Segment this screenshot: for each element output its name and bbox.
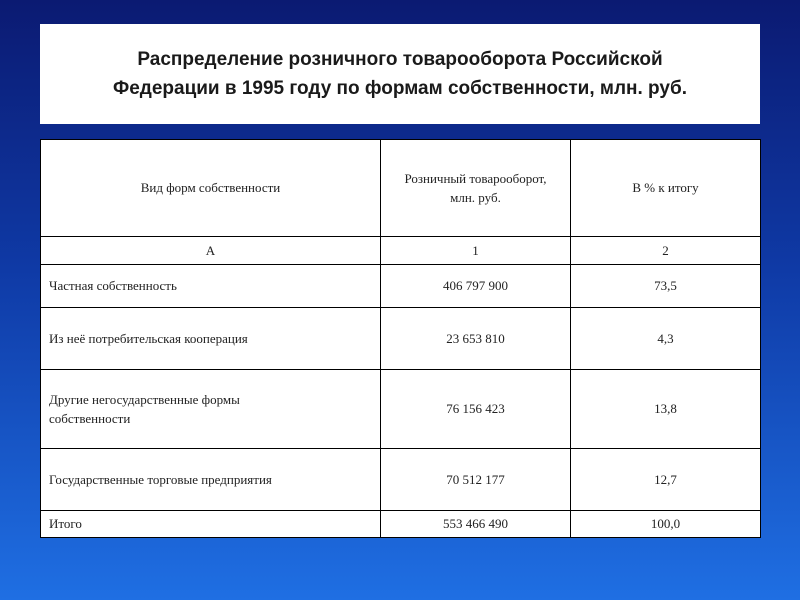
slide-title-line-2: Федерации в 1995 году по формам собственности, млн. руб. [112, 78, 687, 99]
table-header-row [41, 140, 761, 237]
row-percent: 13,8 [571, 370, 761, 449]
row-percent: 73,5 [571, 265, 761, 308]
header-turnover-line-1: Розничный товарооборот, [404, 171, 547, 186]
row-percent: 12,7 [571, 449, 761, 511]
row-name: Частная собственность [41, 265, 381, 308]
row-turnover: 23 653 810 [381, 308, 571, 370]
slide-title-line-1: Распределение розничного товарооборота Российской [137, 49, 663, 70]
header-turnover [381, 140, 571, 237]
total-label: Итого [41, 511, 381, 538]
table-index-row [41, 237, 761, 265]
header-turnover-line-2: млн. руб. [450, 190, 501, 205]
index-cell: А [41, 237, 381, 265]
ownership-table [40, 139, 761, 538]
index-cell: 1 [381, 237, 571, 265]
row-name-line-1: Другие негосударственные формы [49, 392, 240, 407]
header-percent: В % к итогу [571, 140, 761, 237]
row-percent: 4,3 [571, 308, 761, 370]
table-row [41, 308, 761, 370]
index-cell: 2 [571, 237, 761, 265]
total-turnover: 553 466 490 [381, 511, 571, 538]
table-row [41, 265, 761, 308]
row-name: Из неё потребительская кооперация [41, 308, 381, 370]
row-name-line-2: собственности [49, 411, 131, 426]
row-turnover: 406 797 900 [381, 265, 571, 308]
header-ownership-type: Вид форм собственности [41, 140, 381, 237]
row-turnover: 70 512 177 [381, 449, 571, 511]
table-row [41, 370, 761, 449]
table-row [41, 449, 761, 511]
table-total-row [41, 511, 761, 538]
row-turnover: 76 156 423 [381, 370, 571, 449]
row-name: Государственные торговые предприятия [41, 449, 381, 511]
total-percent: 100,0 [571, 511, 761, 538]
title-panel [40, 24, 760, 124]
slide-title [113, 45, 687, 103]
row-name [41, 370, 381, 449]
table-panel [40, 139, 760, 537]
